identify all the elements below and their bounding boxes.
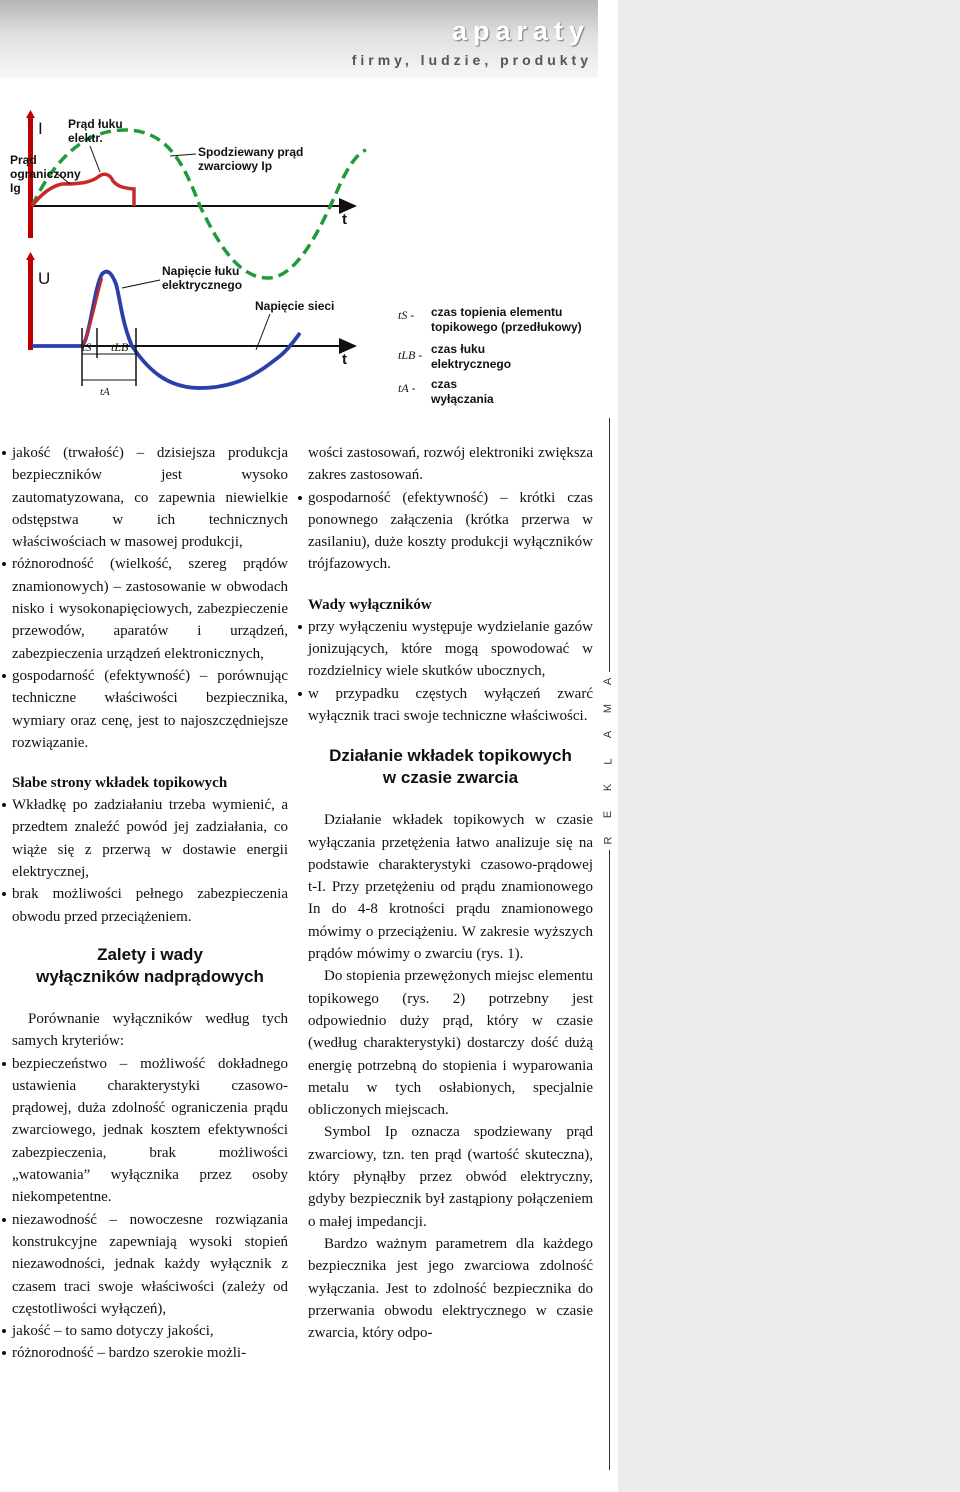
tlb-label: tLB (111, 340, 129, 354)
list-item: brak możliwości pełnego zabezpieczenia obwodu przed przeciążeniem. (12, 883, 288, 928)
section-subtitle: firmy, ludzie, produkty (351, 52, 592, 68)
legend-ta-text: czas wyłączania (431, 377, 494, 406)
axis-t-label-bottom: t (342, 351, 347, 368)
breakers-criteria-list (12, 1053, 288, 1365)
fuse-advantages-list (12, 442, 288, 754)
list-item: jakość – to samo dotyczy jakości, (12, 1320, 288, 1342)
list-item: w przypadku częstych wyłączeń zwarć wyłącznik traci swoje techniczne właściwości. (308, 683, 593, 728)
breakers-advantages-list (308, 487, 593, 576)
arc-voltage-pointer (122, 280, 160, 288)
right-column (308, 442, 593, 1344)
bottom-voltage-axis (28, 260, 33, 350)
breakers-defects-heading: Wady wyłączników (308, 596, 432, 613)
breakers-intro: Porównanie wyłączników według tych samych kryteriów: (12, 1010, 288, 1050)
advertisement-letter: A (602, 677, 615, 686)
advertisement-letter: K (602, 783, 615, 792)
legend-tlb-symbol: tLB - (398, 348, 423, 362)
advertisement-letter: A (602, 730, 615, 739)
legend-tlb-text: czas łuku elektrycznego (431, 342, 512, 371)
ta-label: tA (100, 386, 110, 398)
time-legend (398, 305, 582, 406)
legend-ts-text: czas topienia elementu topikowego (przedłukowy) (431, 305, 582, 334)
advertisement-label (601, 676, 617, 846)
list-item: jakość (trwałość) – dzisiejsza produkcja bezpieczników jest wysoko zautomatyzowana, co zapewnia niewielkie odstępstwa w ich technicznych właściwościach w masowej produkcji, (12, 442, 288, 553)
expected-current-label: Spodziewany prąd zwarciowy Ip (198, 145, 304, 173)
fuse-current-voltage-diagram (0, 88, 598, 418)
list-item: różnorodność (wielkość, szereg prądów znamionowych) – zastosowanie w obwodach nisko i wysokonapięciowych, zabezpieczenie przewodów, aparatów i urządzeń, zabezpieczenia urządzeń elektronicznych, (12, 553, 288, 664)
legend-ts-symbol: tS - (398, 308, 415, 322)
advertisement-panel (618, 0, 960, 1492)
advertisement-letter: E (602, 810, 615, 818)
axis-t-label-top: t (342, 211, 347, 228)
limited-current-label: Prąd ograniczony Ig (10, 153, 81, 195)
advertisement-letter: R (602, 836, 615, 845)
arc-current-label: Prąd łuku elektr. (68, 117, 123, 145)
axis-i-label: I (38, 119, 43, 138)
axis-u-label: U (38, 269, 51, 288)
arc-voltage-label: Napięcie łuku elektrycznego (162, 264, 243, 292)
list-item: przy wyłączeniu występuje wydzielanie gazów jonizujących, które mogą spowodować w rozdzielnicy wiele skutków ubocznych, (308, 616, 593, 683)
expected-current-pointer (170, 154, 196, 156)
paragraph: Do stopienia przewężonych miejsc elementu topikowego (rys. 2) potrzebny jest odpowiednio duży prąd, który w czasie (według charakterystyki) dostarczy dość dużą energię potrzebną do stopienia i wyparowania metalu w tych osłabionych, specjalnie obliczonych miejscach. (308, 968, 593, 1119)
legend-ta-symbol: tA - (398, 381, 416, 395)
fuse-operation-heading: Działanie wkładek topikowych w czasie zwarcia (329, 746, 572, 788)
paragraph: Działanie wkładek topikowych w czasie wyłączania przetężenia łatwo analizuje się na podstawie charakterystyki czasowo-prądowej t-I. Przy przetężeniu od prądu znamionowego In do 4-8 krotności prądu znamionowego mówimy o przeciążeniu. W zakresie wyższych prądów mówimy o zwarciu (rys. 1). (308, 812, 593, 963)
mains-voltage-pointer (256, 314, 270, 350)
mains-voltage-label: Napięcie sieci (255, 299, 335, 313)
paragraph: Symbol Ip oznacza spodziewany prąd zwarciowy, tzn. ten prąd (wartość skuteczna), który płynąłby przez obwód elektryczny, gdyby bezpiecznik był zastąpiony połączeniem o małej impedancji. (308, 1124, 593, 1230)
list-item: gospodarność (efektywność) – krótki czas ponownego załączenia (krótka przerwa w zasilaniu), duże koszty produkcji wyłączników trójfazowych. (308, 487, 593, 576)
side-divider-bottom (609, 850, 610, 1470)
list-item: różnorodność – bardzo szerokie możli- (12, 1342, 288, 1364)
fuse-weaknesses-heading: Słabe strony wkładek topikowych (12, 775, 228, 792)
list-item: Wkładkę po zadziałaniu trzeba wymienić, a przedtem znaleźć powód jej zadziałania, co wiąże się z przerwą w dostawie energii elektrycznej, (12, 794, 288, 883)
fuse-weaknesses-list (12, 794, 288, 928)
continued-text: wości zastosowań, rozwój elektroniki zwiększa zakres zastosowań. (308, 445, 593, 484)
fuse-operation-text (308, 809, 593, 1344)
side-divider-top (609, 418, 610, 672)
page-header (0, 0, 598, 78)
ts-label: tS (82, 340, 92, 354)
advertisement-letter: L (602, 757, 615, 765)
breakers-defects-list (308, 616, 593, 727)
advertisement-letter: M (602, 703, 615, 713)
paragraph: Bardzo ważnym parametrem dla każdego bezpiecznika jest jego zwarciowa zdolność wyłączania. Jest to zdolność bezpiecznika do przerwania obwodu elektrycznego w czasie zwarcia, który odpo- (308, 1235, 593, 1342)
section-title: aparaty (451, 16, 590, 46)
list-item: gospodarność (efektywność) – porównując techniczne właściwości bezpiecznika, wymiary oraz cenę, jest to najoszczędniejsze rozwiązanie. (12, 665, 288, 754)
breakers-section-heading: Zalety i wady wyłączników nadprądowych (36, 944, 264, 986)
arc-current-pointer (90, 146, 100, 172)
left-column (12, 442, 288, 1365)
list-item: bezpieczeństwo – możliwość dokładnego ustawienia charakterystyki czasowo-prądowej, duża zdolność ograniczenia prądu zwarciowego, jednak kosztem efektywności zabezpieczenia, brak możliwości „watowania” wyłącznika przez osoby niekompetentne. (12, 1053, 288, 1209)
list-item: niezawodność – nowoczesne rozwiązania konstrukcyjne zapewniają wysoki stopień niezawodności, jednak każdy wyłącznik z czasem traci swoje właściwości (zależy od częstotliwości wyłączeń), (12, 1209, 288, 1320)
